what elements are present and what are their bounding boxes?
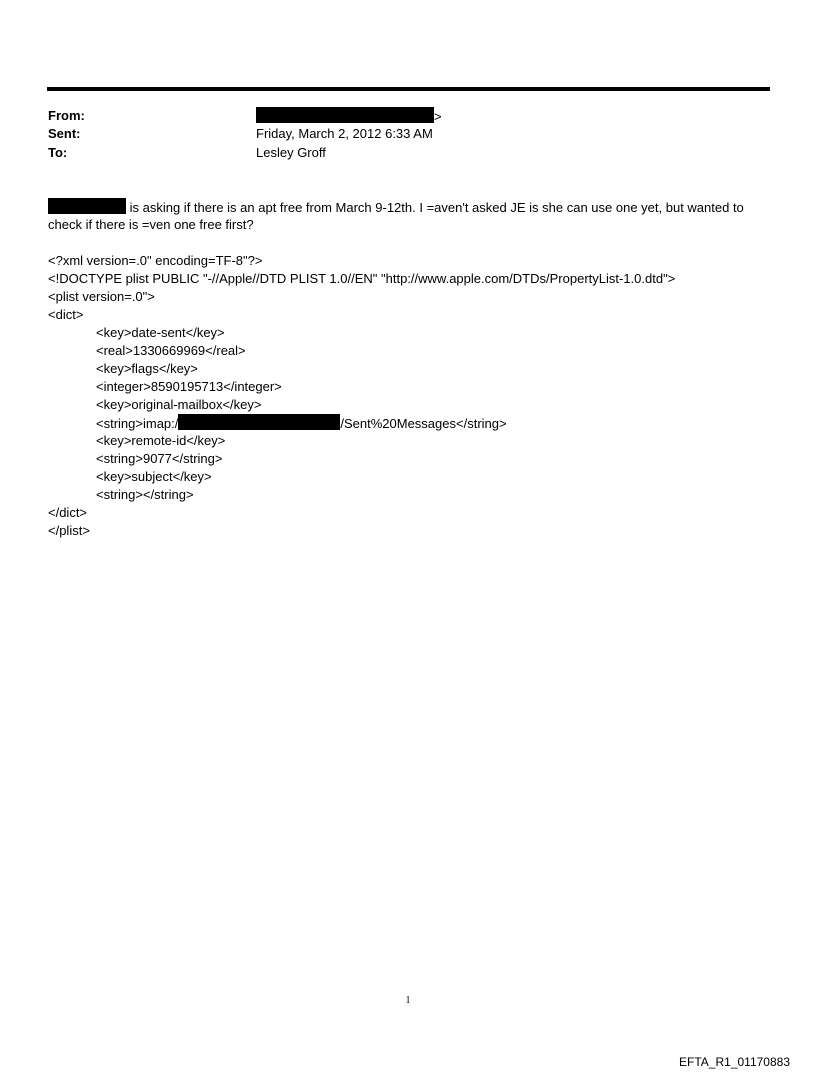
header-rule: [47, 87, 770, 91]
xml-value-date: <real>1330669969</real>: [96, 343, 246, 358]
xml-plist-close: </plist>: [48, 523, 90, 538]
xml-plist-open: <plist version=.0">: [48, 289, 155, 304]
message-line-1: [48, 198, 778, 217]
message-line-2: check if there is =ven one free first?: [48, 217, 254, 232]
redaction-block: [48, 198, 126, 214]
xml-value-mailbox: [96, 414, 507, 433]
sent-label: Sent:: [48, 126, 81, 141]
redaction-block: [256, 107, 434, 123]
page-number: 1: [405, 995, 411, 1006]
xml-value-remote: <string>9077</string>: [96, 451, 223, 466]
xml-value-subject: <string></string>: [96, 487, 194, 502]
bates-number: EFTA_R1_01170883: [679, 1055, 790, 1069]
mailbox-prefix: <string>imap:/: [96, 416, 179, 431]
xml-key-mailbox: <key>original-mailbox</key>: [96, 397, 262, 412]
xml-value-flags: <integer>8590195713</integer>: [96, 379, 282, 394]
sent-value: Friday, March 2, 2012 6:33 AM: [256, 126, 433, 141]
to-value: Lesley Groff: [256, 145, 326, 160]
from-suffix: >: [434, 109, 442, 124]
from-value: [256, 107, 442, 126]
xml-declaration: <?xml version=.0" encoding=TF-8"?>: [48, 253, 263, 268]
message-text-1: is asking if there is an apt free from March 9-12th. I =aven't asked JE is she can use one yet, but wanted to: [126, 200, 744, 215]
redaction-block: [178, 414, 340, 430]
xml-key-date: <key>date-sent</key>: [96, 325, 225, 340]
xml-doctype: <!DOCTYPE plist PUBLIC "-//Apple//DTD PLIST 1.0//EN" "http://www.apple.com/DTDs/PropertyList-1.0.dtd">: [48, 271, 676, 286]
xml-key-remote: <key>remote-id</key>: [96, 433, 226, 448]
xml-key-subject: <key>subject</key>: [96, 469, 212, 484]
xml-dict-close: </dict>: [48, 505, 88, 520]
xml-key-flags: <key>flags</key>: [96, 361, 198, 376]
to-label: To:: [48, 145, 68, 160]
from-label: From:: [48, 108, 85, 123]
mailbox-suffix: /Sent%20Messages</string>: [340, 416, 507, 431]
xml-dict-open: <dict>: [48, 307, 84, 322]
